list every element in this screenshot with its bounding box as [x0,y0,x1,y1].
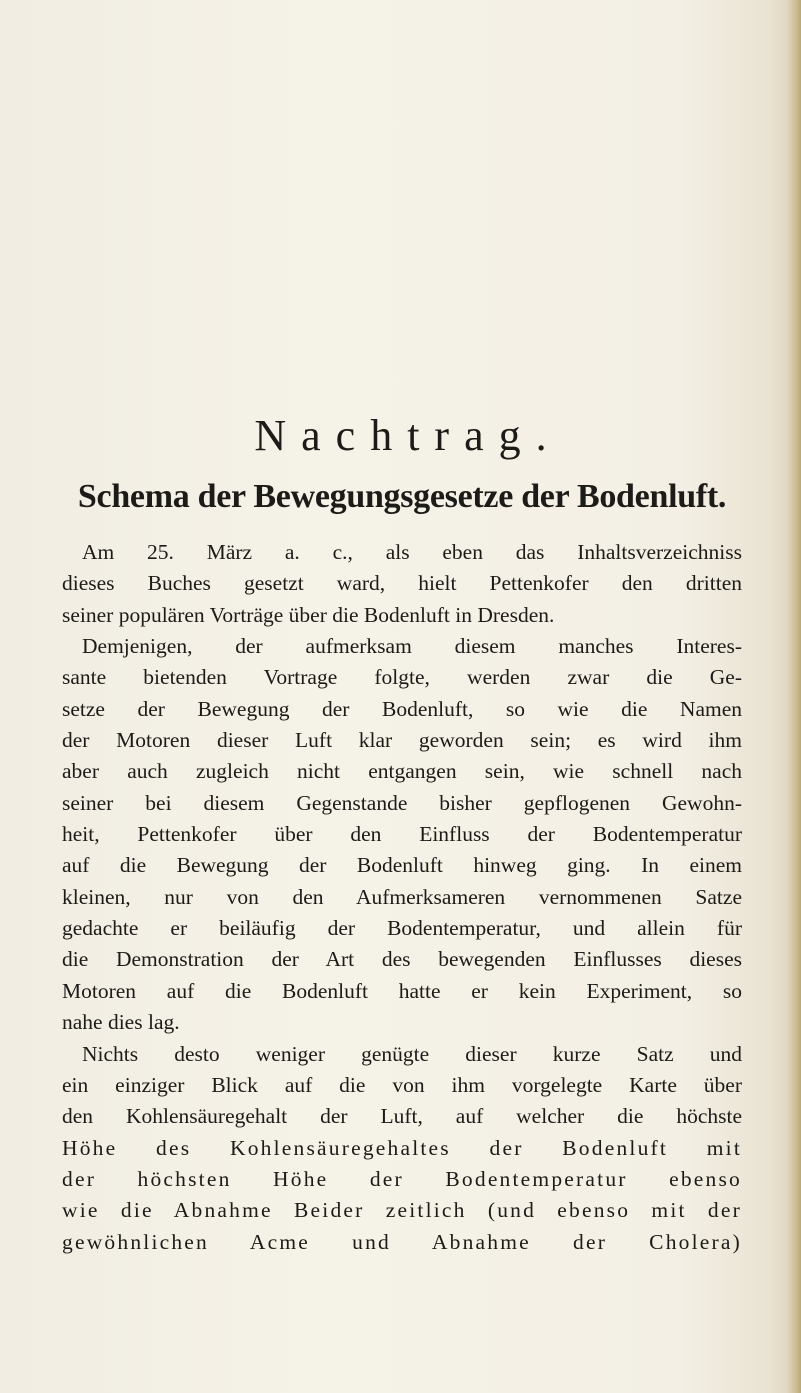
section-heading: Nachtrag. [254,411,562,460]
text-line: nahe dies lag. [62,1010,180,1035]
text-line: seiner populären Vorträge über die Bodenluft in Dresden. [62,602,555,627]
text-line: heit, Pettenkofer über den Einfluss der Bodentemperatur [62,822,742,847]
text-line: seiner bei diesem Gegenstande bisher gepflogenen Gewohn- [62,790,742,815]
text-line: setze der Bewegung der Bodenluft, so wie die Namen [62,696,742,721]
text-line: der Motoren dieser Luft klar geworden sein; es wird ihm [62,728,742,753]
text-line: den Kohlensäuregehalt der Luft, auf welcher die höchste [62,1104,742,1129]
text-line: dieses Buches gesetzt ward, hielt Pettenkofer den dritten [62,571,742,596]
page-edge [787,0,801,1393]
text-line: die Demonstration der Art des bewegenden Einflusses dieses [62,947,742,972]
body-text [62,537,742,1258]
section-title: Schema der Bewegungsgesetze der Bodenluft. [77,478,727,515]
text-line: sante bietenden Vortrage folgte, werden zwar die Ge- [62,665,742,690]
text-line: der höchsten Höhe der Bodentemperatur ebenso [62,1166,742,1191]
text-line: aber auch zugleich nicht entgangen sein, wie schnell nach [62,759,742,784]
text-line: Demjenigen, der aufmerksam diesem manches Interes- [82,634,742,659]
text-line: wie die Abnahme Beider zeitlich (und ebenso mit der [62,1198,742,1223]
text-line: Motoren auf die Bodenluft hatte er kein Experiment, so [62,978,742,1003]
text-line: gewöhnlichen Acme und Abnahme der Cholera) [62,1229,742,1254]
text-line: Nichts desto weniger genügte dieser kurze Satz und [82,1041,742,1066]
text-line: ein einziger Blick auf die von ihm vorgelegte Karte über [62,1072,742,1097]
text-line: Höhe des Kohlensäuregehaltes der Bodenluft mit [62,1135,742,1160]
text-line: kleinen, nur von den Aufmerksameren vernommenen Satze [62,884,742,909]
text-line: gedachte er beiläufig der Bodentemperatur, und allein für [62,916,742,941]
text-line: auf die Bewegung der Bodenluft hinweg ging. In einem [62,853,742,878]
text-line: Am 25. März a. c., als eben das Inhaltsverzeichniss [82,540,742,564]
